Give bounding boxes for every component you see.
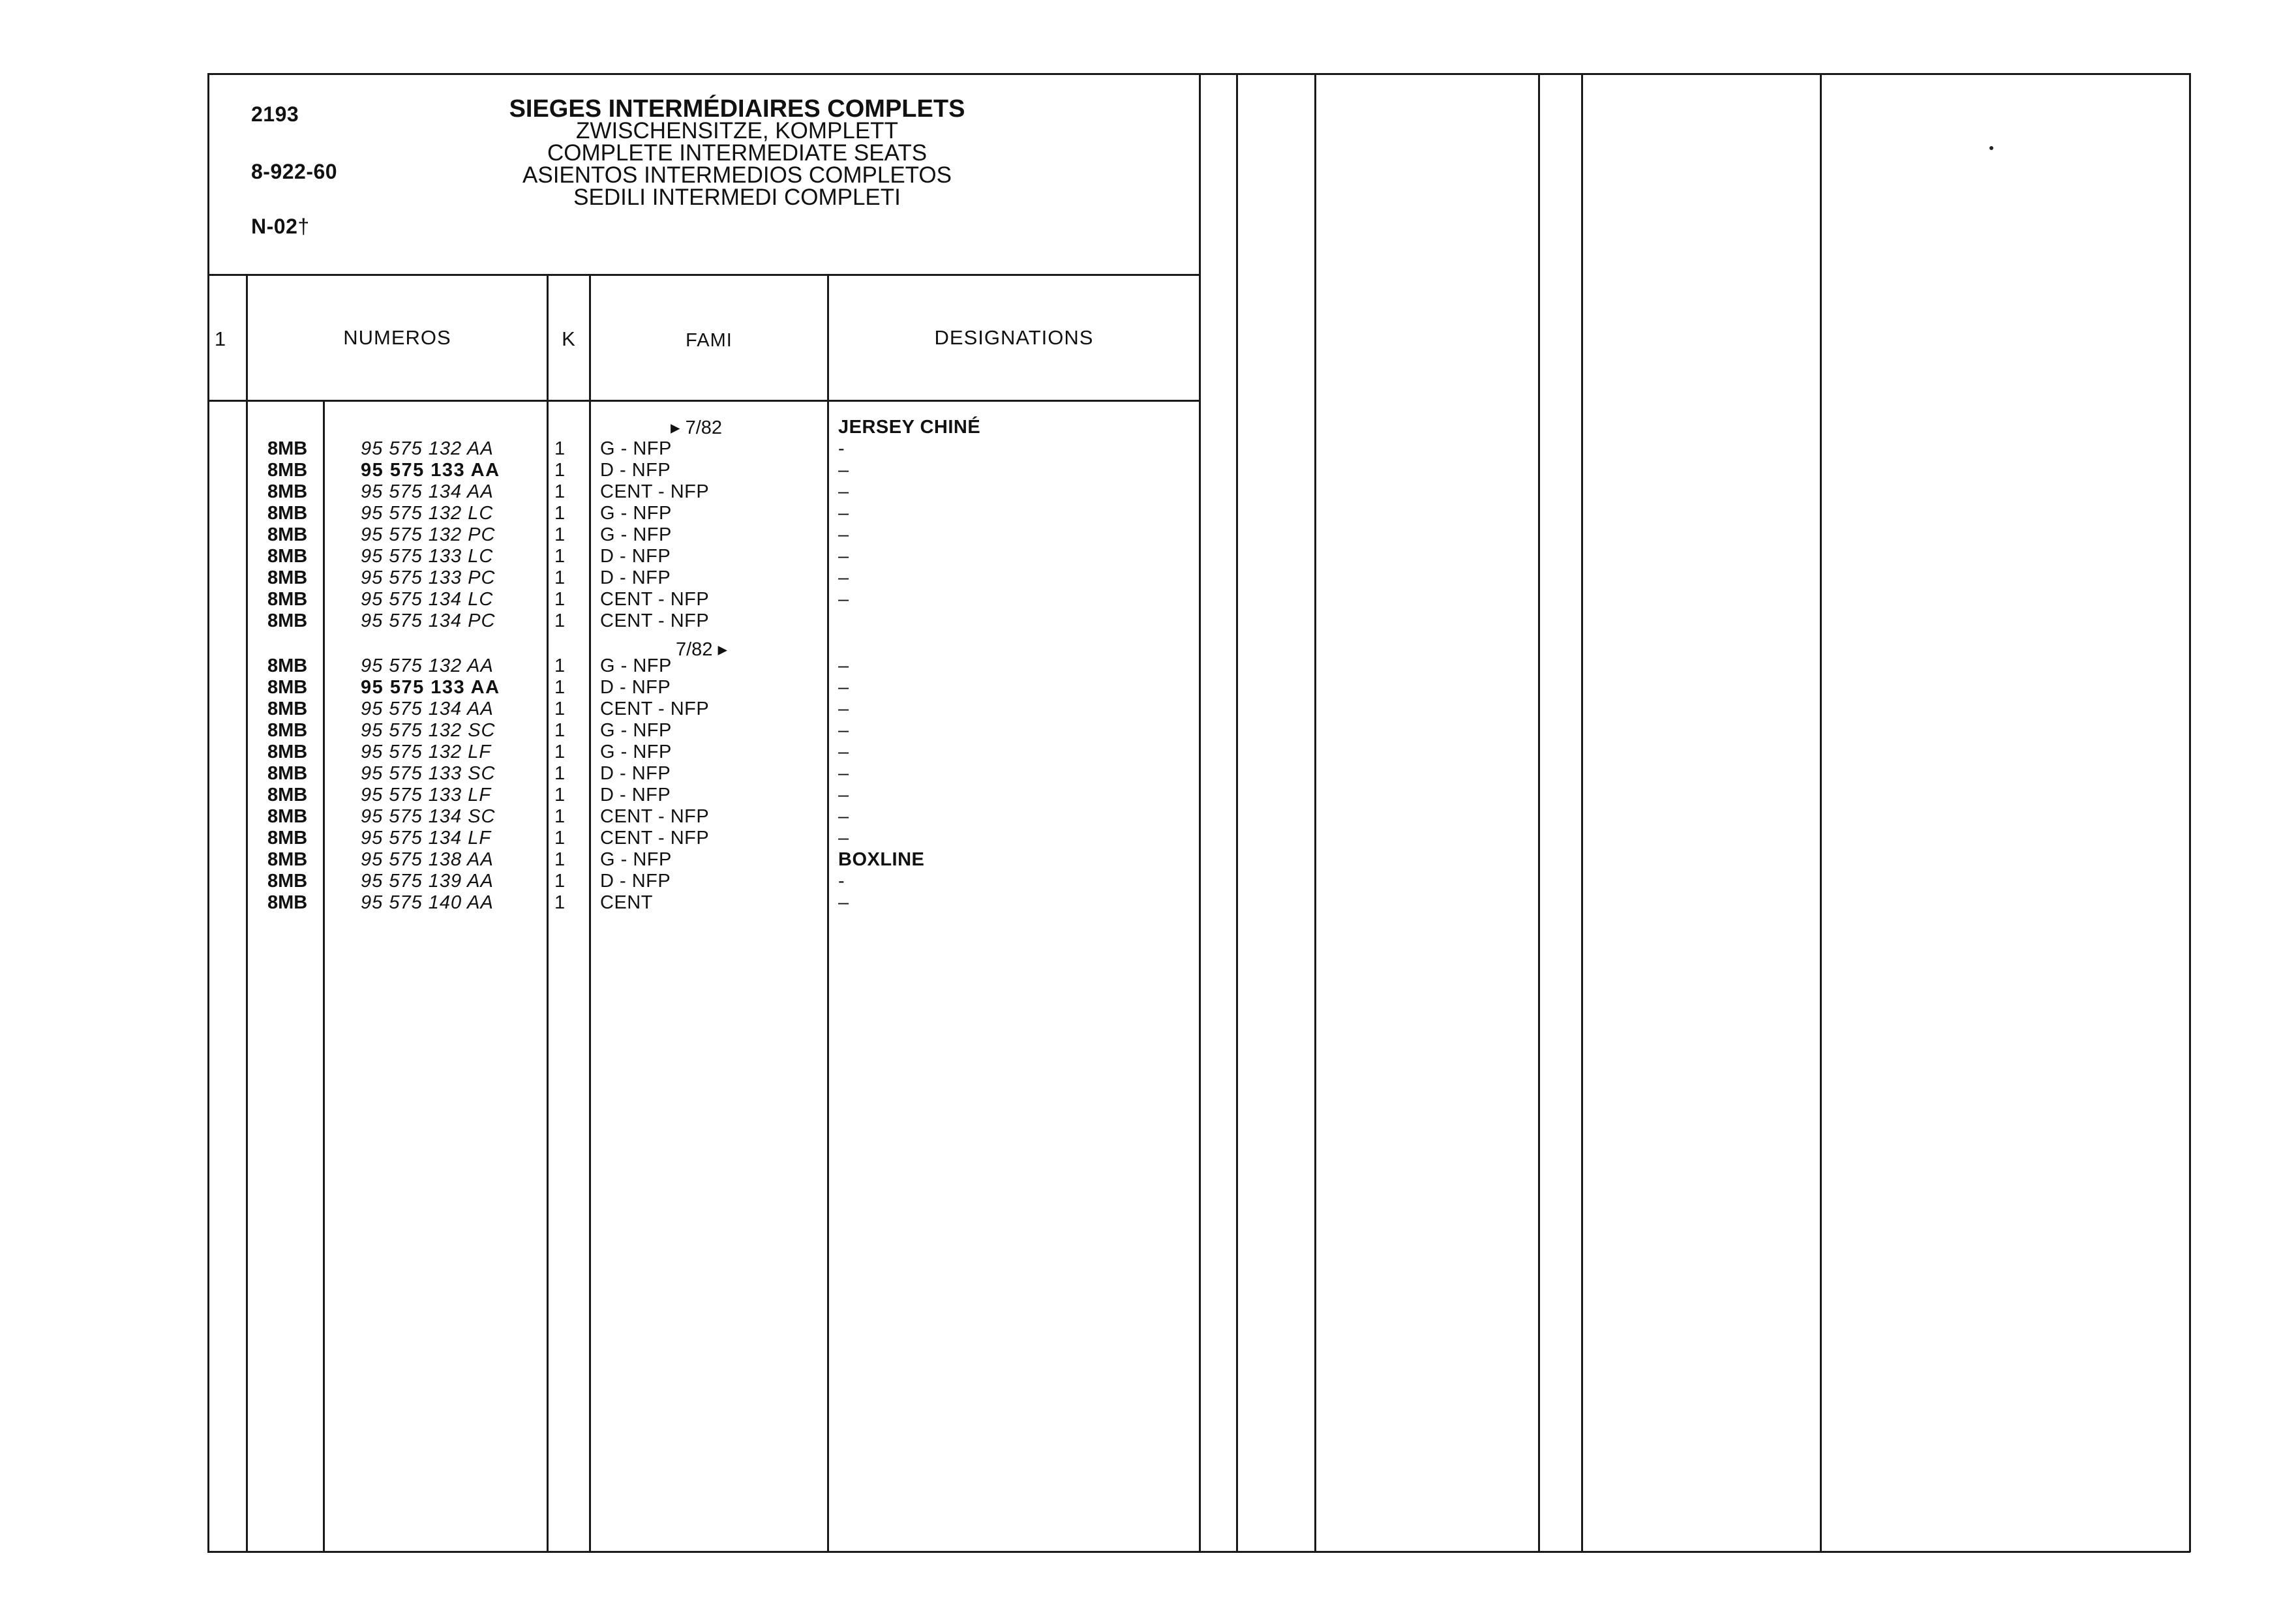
fami-cell: D - NFP <box>600 785 671 805</box>
table-row <box>0 546 1200 567</box>
colhead-rule <box>207 400 1199 402</box>
col-rule-11 <box>1820 73 1822 1552</box>
table-row <box>0 524 1200 546</box>
designation-cell: – <box>838 524 849 545</box>
fami-cell: G - NFP <box>600 849 672 870</box>
fami-cell: D - NFP <box>600 871 671 892</box>
date-marker-from: ▸ 7/82 <box>671 417 723 438</box>
part-number-cell: 95 575 133 PC <box>361 567 496 588</box>
part-number-cell: 95 575 139 AA <box>361 871 494 892</box>
prefix-cell: 8MB <box>267 720 308 741</box>
prefix-cell: 8MB <box>267 589 308 610</box>
prefix-cell: 8MB <box>267 610 308 631</box>
prefix-cell: 8MB <box>267 546 308 567</box>
part-number-cell: 95 575 133 LC <box>361 546 494 567</box>
table-row <box>0 655 1200 677</box>
designation-cell: – <box>838 503 849 524</box>
table-row <box>0 698 1200 720</box>
fami-cell: G - NFP <box>600 720 672 741</box>
k-cell: 1 <box>554 610 566 631</box>
table-row <box>0 567 1200 589</box>
prefix-cell: 8MB <box>267 481 308 502</box>
table-row <box>0 438 1200 460</box>
fami-cell: CENT <box>600 892 653 913</box>
title-es: ASIENTOS INTERMEDIOS COMPLETOS <box>522 162 952 188</box>
part-number-cell: 95 575 132 LC <box>361 503 494 524</box>
designation-cell: – <box>838 720 849 741</box>
title-block <box>444 95 1031 210</box>
part-number-cell: 95 575 134 AA <box>361 481 494 502</box>
part-number-cell: 95 575 133 AA <box>361 460 500 481</box>
k-cell: 1 <box>554 698 566 719</box>
scan-speck <box>1989 146 1993 150</box>
prefix-cell: 8MB <box>267 785 308 805</box>
part-number-cell: 95 575 133 SC <box>361 763 496 784</box>
part-number-cell: 95 575 138 AA <box>361 849 494 870</box>
part-number-cell: 95 575 132 AA <box>361 438 494 459</box>
part-number-cell: 95 575 133 AA <box>361 677 500 698</box>
prefix-cell: 8MB <box>267 742 308 762</box>
k-cell: 1 <box>554 871 566 892</box>
part-number-cell: 95 575 132 LF <box>361 742 492 762</box>
fami-cell: G - NFP <box>600 655 672 676</box>
table-row <box>0 828 1200 849</box>
designation-cell: – <box>838 785 849 805</box>
fami-cell: CENT - NFP <box>600 481 710 502</box>
prefix-cell: 8MB <box>267 503 308 524</box>
fami-cell: D - NFP <box>600 567 671 588</box>
fami-cell: D - NFP <box>600 763 671 784</box>
col-rule-10 <box>1581 73 1583 1552</box>
designation-cell: – <box>838 763 849 784</box>
page-version <box>251 215 310 237</box>
k-cell: 1 <box>554 438 566 459</box>
table-row <box>0 849 1200 871</box>
page-ref: 8-922-60 <box>251 160 338 183</box>
part-number-cell: 95 575 134 LC <box>361 589 494 610</box>
part-number-cell: 95 575 140 AA <box>361 892 494 913</box>
k-cell: 1 <box>554 546 566 567</box>
prefix-cell: 8MB <box>267 892 308 913</box>
version-label: N-02 <box>251 215 298 238</box>
k-cell: 1 <box>554 589 566 610</box>
dagger-mark: † <box>297 215 310 238</box>
k-cell: 1 <box>554 481 566 502</box>
col-rule-9 <box>1538 73 1540 1552</box>
col-index-header: 1 <box>214 327 227 350</box>
prefix-cell: 8MB <box>267 677 308 698</box>
title-fr: SIEGES INTERMÉDIAIRES COMPLETS <box>509 95 965 123</box>
table-row <box>0 871 1200 892</box>
title-it: SEDILI INTERMEDI COMPLETI <box>573 185 901 210</box>
designation-cell: – <box>838 655 849 676</box>
table-row <box>0 677 1200 698</box>
prefix-cell: 8MB <box>267 655 308 676</box>
page-code: 2193 <box>251 102 299 126</box>
designation-cell: – <box>838 806 849 827</box>
fami-cell: CENT - NFP <box>600 589 710 610</box>
fami-cell: CENT - NFP <box>600 828 710 849</box>
prefix-cell: 8MB <box>267 460 308 481</box>
prefix-cell: 8MB <box>267 806 308 827</box>
designation-cell: – <box>838 567 849 588</box>
fami-cell: CENT - NFP <box>600 610 710 631</box>
part-number-cell: 95 575 132 SC <box>361 720 496 741</box>
col-fami-header: FAMI <box>686 330 733 351</box>
table-row <box>0 417 1200 438</box>
k-cell: 1 <box>554 567 566 588</box>
fami-cell: G - NFP <box>600 503 672 524</box>
table-row <box>0 763 1200 785</box>
designation-cell: BOXLINE <box>838 849 925 870</box>
designation-cell: – <box>838 892 849 913</box>
k-cell: 1 <box>554 763 566 784</box>
designation-cell: JERSEY CHINÉ <box>838 417 981 438</box>
part-number-cell: 95 575 133 LF <box>361 785 492 805</box>
designation-cell: – <box>838 742 849 762</box>
prefix-cell: 8MB <box>267 828 308 849</box>
date-marker-to: 7/82 ▸ <box>676 639 728 660</box>
col-k-header: K <box>562 327 576 350</box>
k-cell: 1 <box>554 742 566 762</box>
part-number-cell: 95 575 132 AA <box>361 655 494 676</box>
k-cell: 1 <box>554 677 566 698</box>
designation-cell: - <box>838 438 845 459</box>
col-rule-8 <box>1314 73 1316 1552</box>
prefix-cell: 8MB <box>267 567 308 588</box>
part-number-cell: 95 575 134 SC <box>361 806 496 827</box>
fami-cell: D - NFP <box>600 677 671 698</box>
designation-cell: - <box>838 871 845 892</box>
table-row <box>0 742 1200 763</box>
designation-cell: – <box>838 698 849 719</box>
table-row <box>0 503 1200 524</box>
designation-cell: – <box>838 677 849 698</box>
part-number-cell: 95 575 132 PC <box>361 524 496 545</box>
table-row <box>0 892 1200 914</box>
k-cell: 1 <box>554 849 566 870</box>
table-row <box>0 785 1200 806</box>
col-designations-header: DESIGNATIONS <box>934 326 1094 349</box>
col-rule-7 <box>1236 73 1238 1552</box>
table-row <box>0 720 1200 742</box>
prefix-cell: 8MB <box>267 438 308 459</box>
table-row <box>0 610 1200 632</box>
designation-cell: – <box>838 460 849 481</box>
prefix-cell: 8MB <box>267 698 308 719</box>
table-row <box>0 806 1200 828</box>
designation-cell: – <box>838 828 849 849</box>
fami-cell: G - NFP <box>600 438 672 459</box>
k-cell: 1 <box>554 503 566 524</box>
fami-cell: G - NFP <box>600 524 672 545</box>
part-number-cell: 95 575 134 PC <box>361 610 496 631</box>
title-rule <box>207 274 1199 276</box>
k-cell: 1 <box>554 785 566 805</box>
col-numeros-header: NUMEROS <box>343 326 451 349</box>
table-row <box>0 460 1200 481</box>
fami-cell: D - NFP <box>600 546 671 567</box>
table-row <box>0 589 1200 610</box>
fami-cell: CENT - NFP <box>600 806 710 827</box>
part-number-cell: 95 575 134 AA <box>361 698 494 719</box>
k-cell: 1 <box>554 828 566 849</box>
designation-cell: – <box>838 481 849 502</box>
title-en: COMPLETE INTERMEDIATE SEATS <box>547 140 928 166</box>
fami-cell: CENT - NFP <box>600 698 710 719</box>
k-cell: 1 <box>554 655 566 676</box>
designation-cell: – <box>838 546 849 567</box>
k-cell: 1 <box>554 720 566 741</box>
prefix-cell: 8MB <box>267 524 308 545</box>
title-de: ZWISCHENSITZE, KOMPLETT <box>576 118 898 143</box>
prefix-cell: 8MB <box>267 849 308 870</box>
fami-cell: D - NFP <box>600 460 671 481</box>
prefix-cell: 8MB <box>267 763 308 784</box>
table-row <box>0 481 1200 503</box>
designation-cell: – <box>838 589 849 610</box>
k-cell: 1 <box>554 892 566 913</box>
prefix-cell: 8MB <box>267 871 308 892</box>
right-border <box>2189 73 2191 1552</box>
part-number-cell: 95 575 134 LF <box>361 828 492 849</box>
k-cell: 1 <box>554 806 566 827</box>
k-cell: 1 <box>554 460 566 481</box>
k-cell: 1 <box>554 524 566 545</box>
fami-cell: G - NFP <box>600 742 672 762</box>
